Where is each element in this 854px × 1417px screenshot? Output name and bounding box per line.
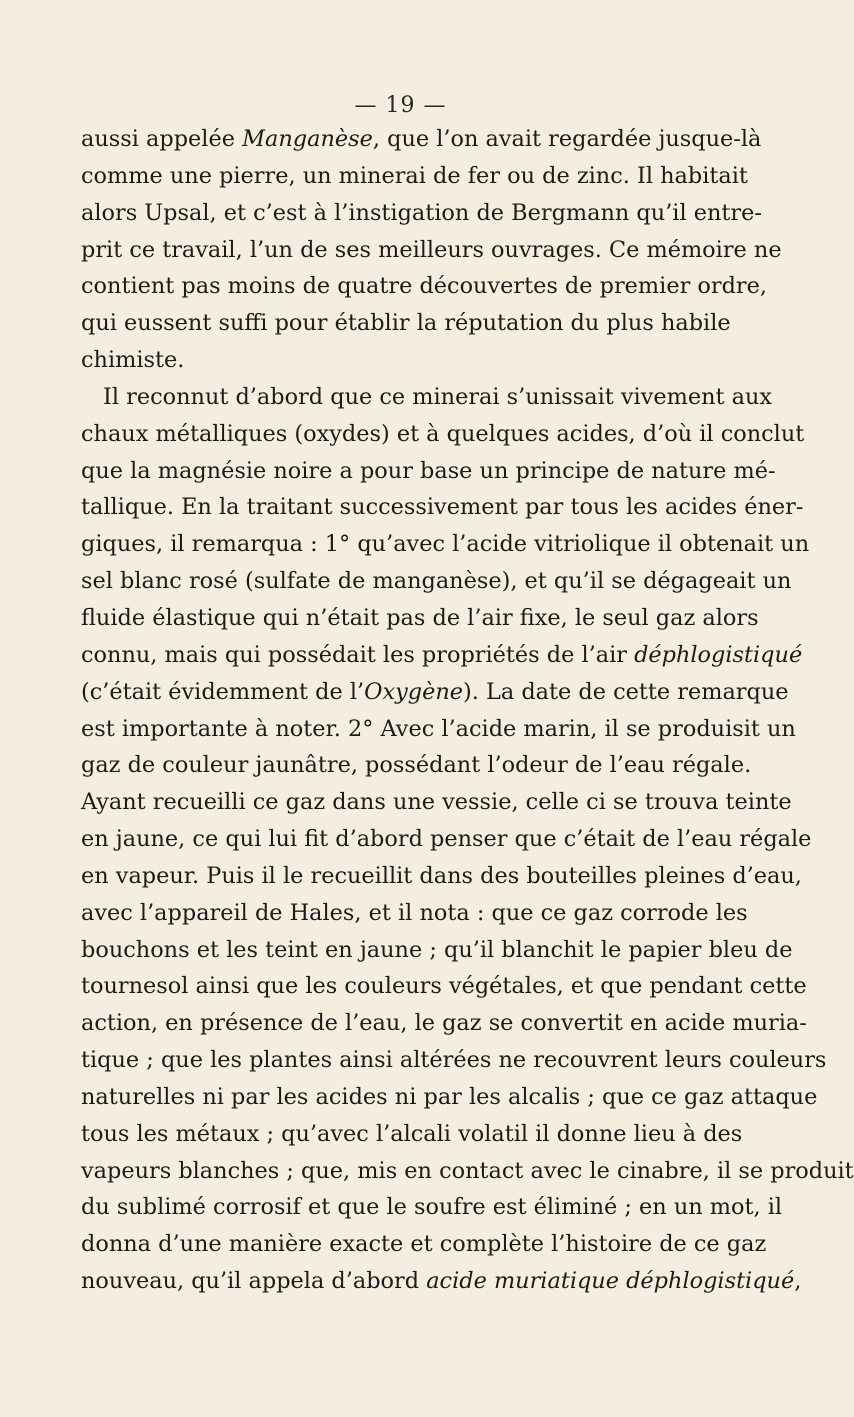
text-segment: donna d’une manière exacte et complète l’histoire de ce gaz bbox=[81, 1231, 767, 1258]
page-number: — 19 — bbox=[354, 93, 447, 118]
text-segment: naturelles ni par les acides ni par les alcalis ; que ce gaz attaque bbox=[81, 1083, 818, 1110]
italic-term: Manganèse bbox=[242, 126, 373, 152]
text-segment: en jaune, ce qui lui fit d’abord penser que c’était de l’eau régale bbox=[81, 826, 812, 853]
text-segment: fluide élastique qui n’était pas de l’air fixe, le seul gaz alors bbox=[81, 604, 759, 631]
text-segment: giques, il remarqua : 1° qu’avec l’acide vitriolique il obtenait un bbox=[81, 531, 810, 558]
text-line bbox=[81, 489, 804, 526]
text-line bbox=[81, 1263, 802, 1300]
text-line bbox=[81, 1116, 743, 1153]
text-segment: est importante à noter. 2° Avec l’acide marin, il se produisit un bbox=[81, 715, 796, 742]
text-line bbox=[81, 895, 748, 932]
text-segment: (c’était évidemment de l’ bbox=[81, 678, 365, 705]
text-line bbox=[81, 195, 762, 232]
text-line bbox=[81, 121, 762, 158]
text-segment: qui eussent suffi pour établir la réputation du plus habile bbox=[81, 310, 731, 337]
text-segment: aussi appelée bbox=[81, 126, 243, 152]
text-segment: bouchons et les teint en jaune ; qu’il blanchit le papier bleu de bbox=[81, 936, 793, 963]
text-line bbox=[81, 1153, 854, 1190]
text-line bbox=[81, 305, 730, 342]
text-line bbox=[81, 1042, 827, 1079]
text-line bbox=[81, 784, 792, 821]
text-segment: du sublimé corrosif et que le soufre est éliminé ; en un mot, il bbox=[81, 1194, 783, 1221]
text-line bbox=[81, 637, 803, 674]
text-segment: alors Upsal, et c’est à l’instigation de Bergmann qu’il entre- bbox=[81, 199, 762, 226]
text-segment: avec l’appareil de Hales, et il nota : que ce gaz corrode les bbox=[81, 899, 748, 926]
text-line bbox=[81, 268, 767, 305]
text-line bbox=[81, 968, 807, 1005]
text-segment: tournesol ainsi que les couleurs végétales, et que pendant cette bbox=[81, 973, 807, 1000]
text-line bbox=[81, 1079, 818, 1116]
body-text bbox=[81, 121, 854, 1300]
text-segment: ). La date de cette remarque bbox=[463, 678, 789, 705]
text-line bbox=[81, 821, 812, 858]
text-line bbox=[81, 600, 759, 637]
text-segment: prit ce travail, l’un de ses meilleurs ouvrages. Ce mémoire ne bbox=[81, 236, 782, 263]
text-segment: Ayant recueilli ce gaz dans une vessie, celle ci se trouva teinte bbox=[81, 789, 792, 816]
text-segment: gaz de couleur jaunâtre, possédant l’odeur de l’eau régale. bbox=[81, 752, 752, 779]
text-line bbox=[81, 1189, 783, 1226]
text-line bbox=[81, 858, 802, 895]
italic-term: Oxygène bbox=[364, 678, 464, 705]
italic-term: acide muriatique déphlogistiqué bbox=[426, 1268, 795, 1295]
text-line bbox=[81, 453, 776, 490]
text-segment: contient pas moins de quatre découvertes de premier ordre, bbox=[81, 273, 767, 300]
text-segment: que la magnésie noire a pour base un principe de nature mé- bbox=[81, 457, 776, 484]
text-segment: tallique. En la traitant successivement par tous les acides éner- bbox=[81, 494, 804, 521]
text-line bbox=[81, 1226, 767, 1263]
text-segment: , que l’on avait regardée jusque-là bbox=[372, 126, 762, 152]
text-line bbox=[81, 932, 793, 969]
text-segment: chaux métalliques (oxydes) et à quelques acides, d’où il conclut bbox=[81, 420, 805, 447]
text-line bbox=[81, 563, 792, 600]
text-line bbox=[81, 674, 789, 711]
text-line bbox=[81, 526, 810, 563]
text-line bbox=[81, 379, 773, 416]
text-segment: connu, mais qui possédait les propriétés de l’air bbox=[81, 641, 635, 668]
text-line bbox=[81, 158, 748, 195]
text-line bbox=[81, 232, 782, 269]
text-segment: tous les métaux ; qu’avec l’alcali volatil il donne lieu à des bbox=[81, 1120, 743, 1147]
text-segment: vapeurs blanches ; que, mis en contact avec le cinabre, il se produit bbox=[81, 1157, 854, 1184]
text-segment: en vapeur. Puis il le recueillit dans des bouteilles pleines d’eau, bbox=[81, 862, 802, 889]
text-segment: nouveau, qu’il appela d’abord bbox=[81, 1268, 427, 1295]
text-segment: action, en présence de l’eau, le gaz se convertit en acide muria- bbox=[81, 1010, 807, 1037]
text-line bbox=[81, 711, 796, 748]
text-segment: , bbox=[794, 1268, 802, 1295]
text-line bbox=[81, 1005, 807, 1042]
text-segment: Il reconnut d’abord que ce minerai s’unissait vivement aux bbox=[103, 383, 773, 410]
text-line bbox=[81, 342, 730, 379]
text-line bbox=[81, 747, 752, 784]
text-segment: sel blanc rosé (sulfate de manganèse), et qu’il se dégageait un bbox=[81, 568, 792, 595]
text-segment: chimiste. bbox=[81, 347, 185, 374]
text-segment: tique ; que les plantes ainsi altérées ne recouvrent leurs couleurs bbox=[81, 1047, 827, 1074]
italic-term: déphlogistiqué bbox=[634, 641, 803, 668]
text-segment: comme une pierre, un minerai de fer ou de zinc. Il habitait bbox=[81, 162, 748, 189]
text-line bbox=[81, 416, 805, 453]
